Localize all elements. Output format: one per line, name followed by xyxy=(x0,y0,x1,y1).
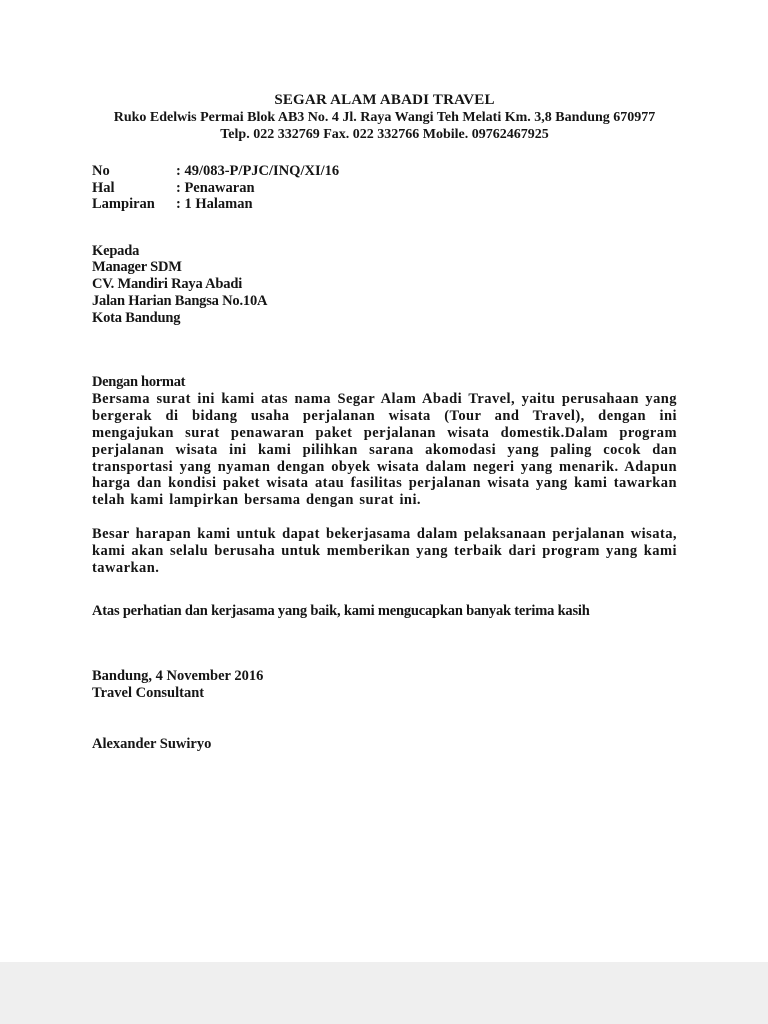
company-contact: Telp. 022 332769 Fax. 022 332766 Mobile. 09762467925 xyxy=(220,127,549,142)
letterhead xyxy=(92,92,677,143)
meta-value-lampiran: : 1 Halaman xyxy=(176,196,253,212)
meta-row-hal xyxy=(92,180,677,197)
recipient-block xyxy=(92,243,677,327)
page-bottom-strip xyxy=(0,962,768,1024)
meta-label-no: No xyxy=(92,163,110,179)
company-name: SEGAR ALAM ABADI TRAVEL xyxy=(274,92,495,108)
closing-title: Travel Consultant xyxy=(92,685,205,702)
letter-content xyxy=(92,92,677,753)
letter-meta xyxy=(92,163,677,213)
recipient-line-position: Manager SDM xyxy=(92,259,182,276)
body-paragraph-3: Atas perhatian dan kerjasama yang baik, kami mengucapkan banyak terima kasih xyxy=(92,603,590,620)
body-paragraph-2: Besar harapan kami untuk dapat bekerjasama dalam pelaksanaan perjalanan wisata, kami akan selalu berusaha untuk memberikan yang terbaik dari program yang kami tawarkan. xyxy=(92,526,677,576)
company-address: Ruko Edelwis Permai Blok AB3 No. 4 Jl. Raya Wangi Teh Melati Km. 3,8 Bandung 670977 xyxy=(113,110,656,125)
recipient-line-street: Jalan Harian Bangsa No.10A xyxy=(92,292,268,309)
meta-value-no: : 49/083-P/PJC/INQ/XI/16 xyxy=(176,163,340,179)
meta-label-lampiran: Lampiran xyxy=(92,196,155,212)
meta-row-no xyxy=(92,163,677,180)
signature-name: Alexander Suwiryo xyxy=(92,736,212,753)
meta-value-hal: : Penawaran xyxy=(176,179,255,196)
salutation: Dengan hormat xyxy=(92,374,186,391)
closing-block xyxy=(92,668,677,702)
body-paragraph-1: Bersama surat ini kami atas nama Segar Alam Abadi Travel, yaitu perusahaan yang bergerak di bidang usaha perjalanan wisata (Tour and Travel), dengan ini mengajukan surat penawaran paket perjalanan wisata domestik.Dalam program perjalanan wisata ini kami pilihkan sarana akomodasi yang paling cocok dan transportasi yang nyaman dengan obyek wisata dalam negeri yang menarik. Adapun harga dan kondisi paket wisata atau fasilitas perjalanan wisata yang kami tawarkan telah kami lampirkan bersama dengan surat ini. xyxy=(92,391,677,509)
meta-label-hal: Hal xyxy=(92,179,115,196)
recipient-line-city: Kota Bandung xyxy=(92,309,181,326)
recipient-line-company: CV. Mandiri Raya Abadi xyxy=(92,276,243,293)
closing-date-place: Bandung, 4 November 2016 xyxy=(92,668,264,685)
recipient-line-kepada: Kepada xyxy=(92,242,140,259)
meta-row-lampiran xyxy=(92,196,677,213)
